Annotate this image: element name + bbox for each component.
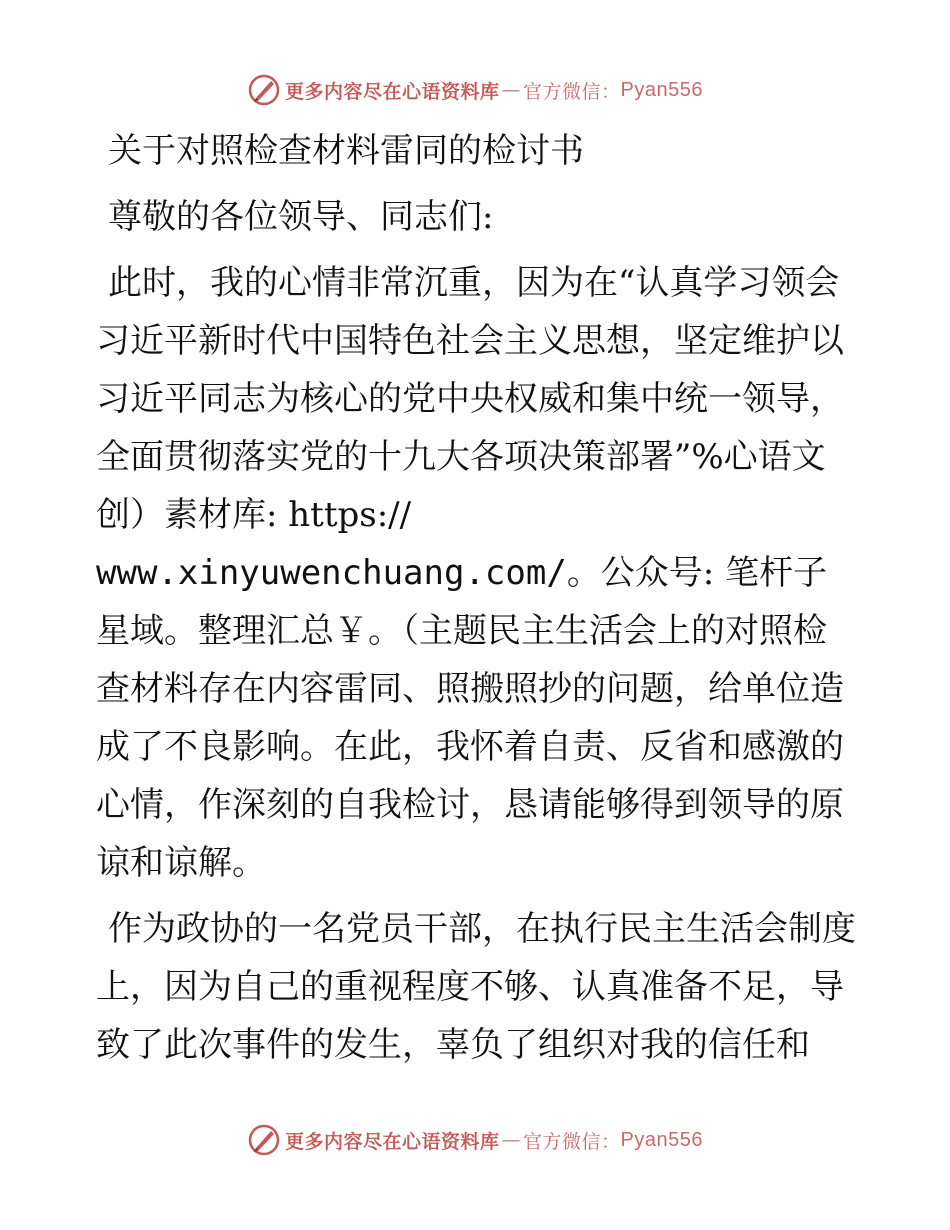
paragraph-1-part-1: 此时，我的心情非常沉重，因为在“认真学习领会习近平新时代中国特色社会主义思想，坚定维护以习近平同志为核心的党中央权威和集中统一领导，全面贯彻落实党的十九大各项决策部署”%心语文创）素材库: https:// — [96, 263, 844, 535]
banner-text-bold: 更多内容尽在心语资料库 — [285, 1130, 500, 1153]
banner-text-bold: 更多内容尽在心语资料库 — [285, 80, 500, 103]
paragraph-1-part-2: 。公众号: 笔杆子星域。整理汇总￥。（主题民主生活会上的对照检查材料存在内容雷同、照搬照抄的问题，给单位造成了不良影响。在此，我怀着自责、反省和感激的心情，作深刻的自我检讨，恳请能够得到领导的原谅和谅解。 — [96, 553, 844, 883]
banner-separator: — — [501, 79, 522, 101]
paragraph-2: 作为政协的一名党员干部，在执行民主生活会制度上，因为自己的重视程度不够、认真准备不足，导致了此次事件的发生，辜负了组织对我的信任和 — [96, 909, 856, 1065]
quill-pen-logo-icon — [247, 73, 281, 107]
document-greeting: 尊敬的各位领导、同志们: — [108, 197, 494, 237]
paragraph-1 — [96, 254, 856, 892]
header-banner — [0, 70, 950, 110]
quill-pen-logo-icon — [247, 1123, 281, 1157]
paragraph-1-url: www.xinyuwenchuang.com/ — [96, 553, 567, 593]
banner-separator: — — [501, 1129, 522, 1151]
banner-text-official: 官方微信： — [523, 1130, 621, 1153]
footer-banner — [0, 1120, 950, 1160]
document-title: 关于对照检查材料雷同的检讨书 — [108, 131, 584, 171]
banner-handle: Pyan556 — [620, 78, 703, 101]
banner-text-official: 官方微信： — [523, 80, 621, 103]
document-body — [96, 120, 856, 1074]
banner-handle: Pyan556 — [620, 1128, 703, 1151]
